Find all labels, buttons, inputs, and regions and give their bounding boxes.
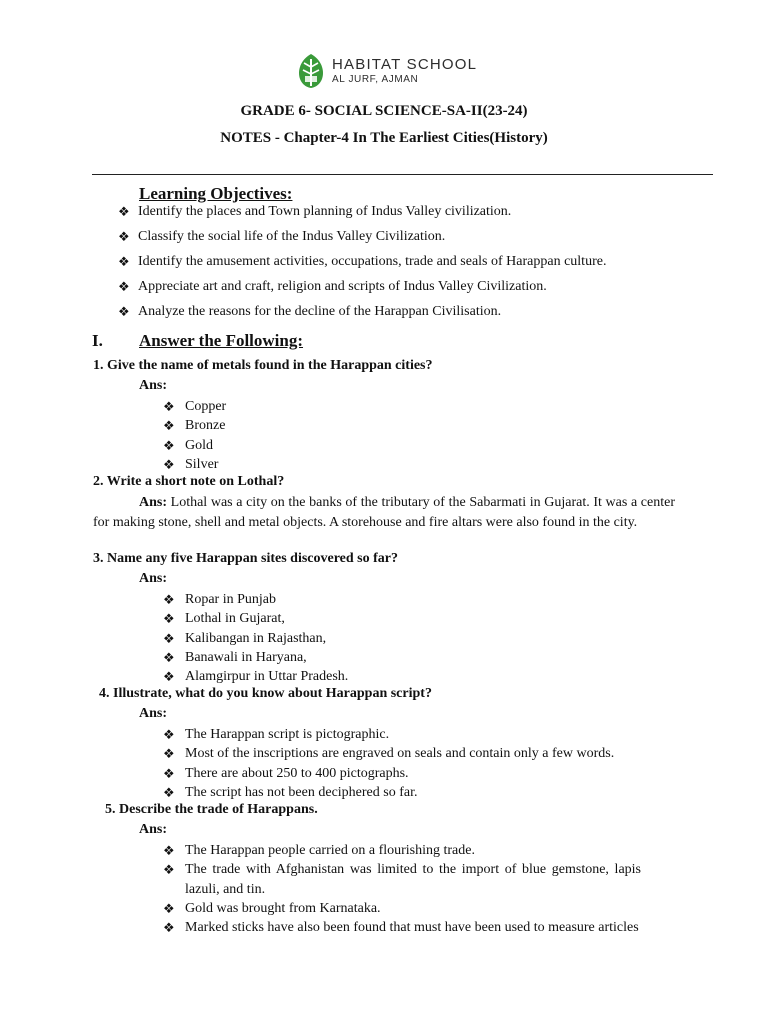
diamond-bullet-icon: ❖ (163, 418, 175, 434)
section-heading: Answer the Following: (139, 331, 304, 350)
q2-answer-paragraph: Ans: Lothal was a city on the banks of the tributary of the Sabarmati in Gujarat. It was a center for making stone, shell and metal objects. A storehouse and fire altars were also found in the city. (93, 495, 676, 530)
diamond-bullet-icon: ❖ (163, 765, 175, 781)
list-item: ❖ Lothal in Gujarat, (163, 609, 683, 628)
list-item: ❖ Gold was brought from Karnataka. (163, 899, 641, 918)
diamond-bullet-icon: ❖ (163, 784, 175, 800)
school-location: AL JURF, AJMAN (332, 74, 419, 85)
diamond-bullet-icon: ❖ (163, 862, 175, 878)
list-item: ❖ Ropar in Punjab (163, 590, 683, 609)
diamond-bullet-icon: ❖ (163, 843, 175, 858)
diamond-bullet-icon: ❖ (118, 304, 130, 319)
list-item: ❖ Most of the inscriptions are engraved on seals and contain only a few words. (163, 744, 703, 763)
list-item: ❖ Alamgirpur in Uttar Pradesh. (163, 667, 683, 686)
diamond-bullet-icon: ❖ (163, 727, 175, 742)
school-logo (296, 52, 477, 90)
question-2: 2. Write a short note on Lothal? (93, 474, 285, 489)
horizontal-divider (92, 174, 713, 175)
list-item: ❖ The Harappan people carried on a flourishing trade. (163, 841, 641, 860)
school-logo-icon (296, 53, 326, 89)
list-item: ❖ Silver (163, 455, 683, 474)
question-4: 4. Illustrate, what do you know about Harappan script? (99, 686, 432, 701)
list-item: ❖ The script has not been deciphered so far. (163, 783, 703, 802)
objectives-heading: Learning Objectives: (139, 184, 293, 203)
diamond-bullet-icon: ❖ (163, 592, 175, 607)
question-5: 5. Describe the trade of Harappans. (105, 802, 318, 817)
diamond-bullet-icon: ❖ (163, 437, 175, 453)
diamond-bullet-icon: ❖ (118, 229, 130, 244)
question-3: 3. Name any five Harappan sites discovered so far? (93, 551, 398, 566)
diamond-bullet-icon: ❖ (163, 920, 175, 936)
q4-answer-list (163, 725, 703, 802)
q3-answer-list (163, 590, 683, 686)
page-title: GRADE 6- SOCIAL SCIENCE-SA-II(23-24) (240, 103, 528, 119)
q5-answer-list (163, 841, 641, 937)
list-item: ❖ Analyze the reasons for the decline of the Harappan Civilisation. (118, 304, 502, 319)
diamond-bullet-icon: ❖ (163, 456, 175, 472)
list-item: ❖ Classify the social life of the Indus Valley Civilization. (118, 229, 446, 244)
answer-label: Ans: (139, 378, 168, 393)
list-item: ❖ Marked sticks have also been found that must have been used to measure articles (163, 918, 641, 937)
answer-label: Ans: (139, 571, 168, 586)
diamond-bullet-icon: ❖ (118, 279, 130, 294)
q1-answer-list (163, 397, 683, 474)
objectives-list (118, 204, 718, 329)
page-subtitle: NOTES - Chapter-4 In The Earliest Cities(History) (220, 130, 548, 146)
list-item: ❖ Identify the amusement activities, occupations, trade and seals of Harappan culture. (118, 254, 607, 269)
list-item: ❖ Copper (163, 397, 683, 416)
diamond-bullet-icon: ❖ (163, 900, 175, 916)
list-item: ❖ Banawali in Haryana, (163, 648, 683, 667)
list-item: ❖ Kalibangan in Rajasthan, (163, 629, 683, 648)
section-numeral: I. (92, 331, 103, 350)
list-item: ❖ The trade with Afghanistan was limited to the import of blue gemstone, lapis lazuli, and tin. (163, 862, 641, 897)
diamond-bullet-icon: ❖ (163, 649, 175, 665)
answer-label: Ans: (139, 706, 168, 721)
list-item: ❖ Gold (163, 436, 683, 455)
diamond-bullet-icon: ❖ (118, 204, 130, 219)
diamond-bullet-icon: ❖ (118, 254, 130, 269)
question-1: 1. Give the name of metals found in the Harappan cities? (93, 358, 433, 373)
diamond-bullet-icon: ❖ (163, 669, 175, 685)
diamond-bullet-icon: ❖ (163, 746, 175, 762)
list-item: ❖ Bronze (163, 416, 683, 435)
answer-label: Ans: (139, 822, 168, 837)
school-name: HABITAT SCHOOL (332, 56, 478, 73)
diamond-bullet-icon: ❖ (163, 630, 175, 646)
list-item: ❖ Identify the places and Town planning of Indus Valley civilization. (118, 204, 512, 219)
diamond-bullet-icon: ❖ (163, 399, 175, 414)
list-item: ❖ The Harappan script is pictographic. (163, 725, 703, 744)
diamond-bullet-icon: ❖ (163, 611, 175, 627)
answer-label: Ans: (139, 495, 168, 510)
list-item: ❖ Appreciate art and craft, religion and scripts of Indus Valley Civilization. (118, 279, 547, 294)
list-item: ❖ There are about 250 to 400 pictographs. (163, 764, 703, 783)
